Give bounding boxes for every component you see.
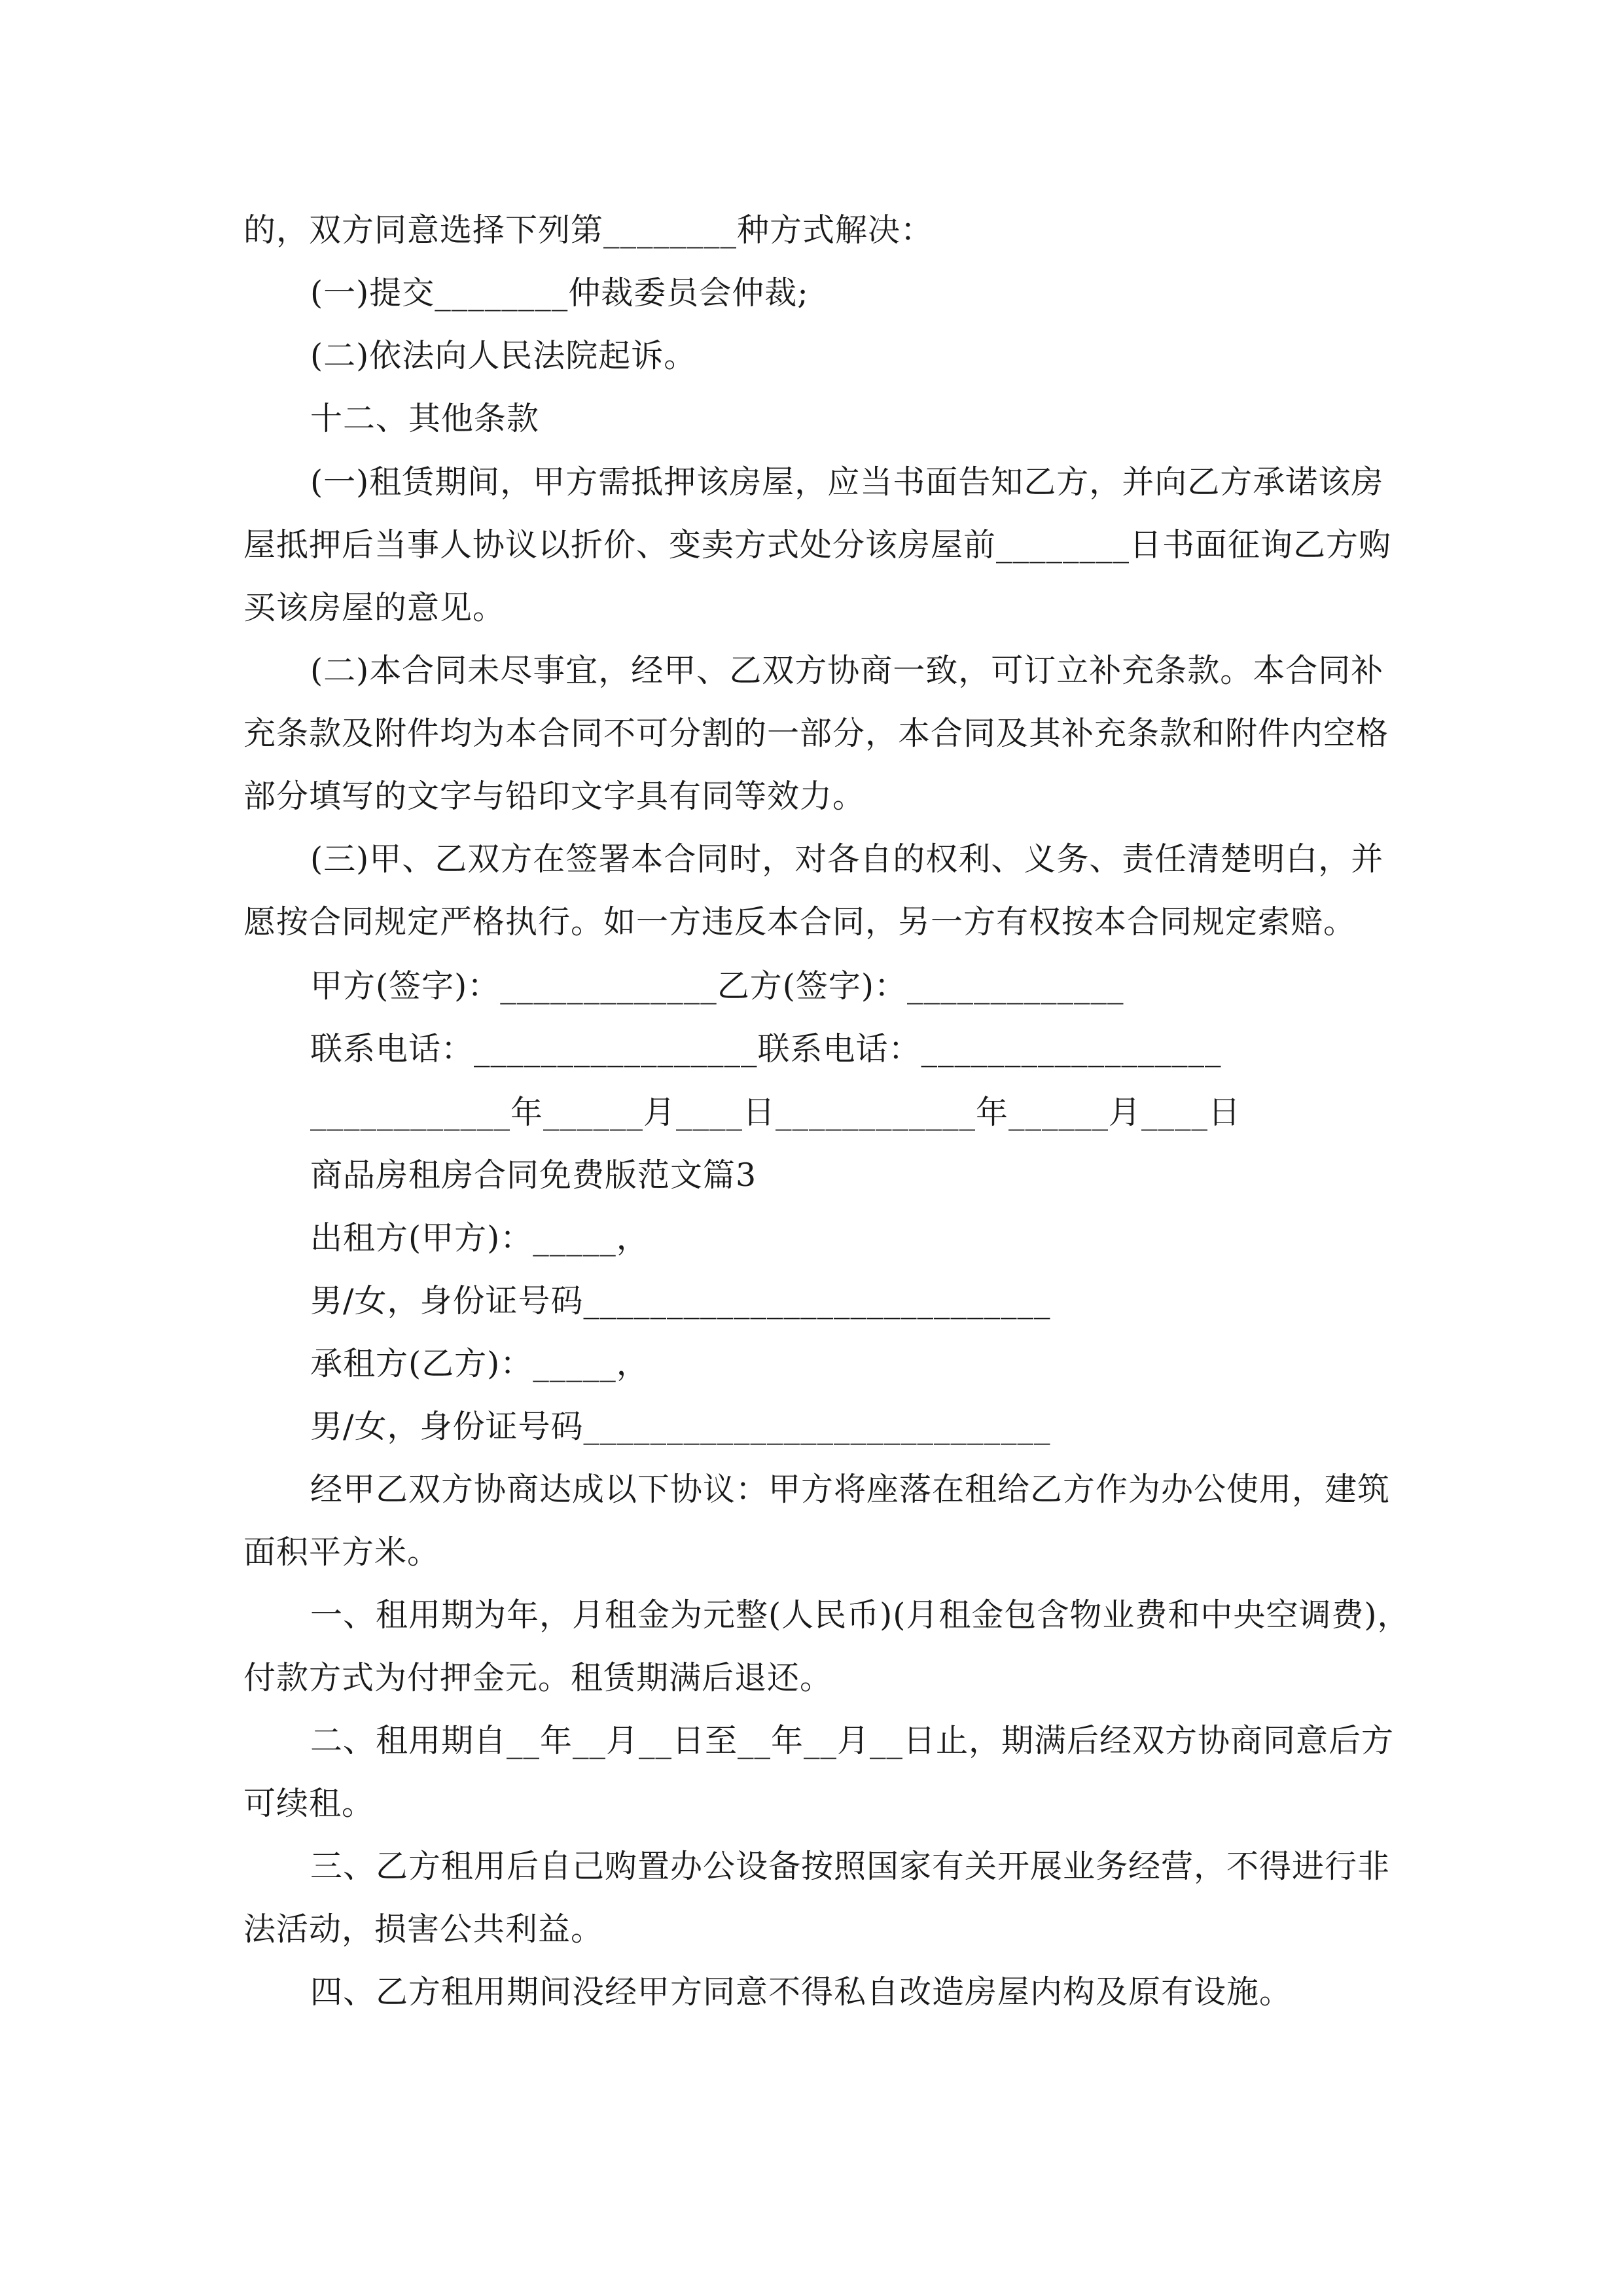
text-line: 一、租用期为年，月租金为元整(人民币)(月租金包含物业费和中央空调费)， (310, 1596, 1410, 1634)
text-line: 可续租。 (243, 1785, 375, 1822)
text-line: 三、乙方租用后自己购置办公设备按照国家有关开展业务经营，不得进行非 (310, 1848, 1391, 1885)
text-line: 男/女，身份证号码____________________________ (310, 1408, 1051, 1445)
section-title: 商品房租房合同免费版范文篇3 (310, 1157, 757, 1194)
text-line: (一)提交________仲裁委员会仲裁; (310, 274, 809, 312)
text-line: 面积平方米。 (243, 1534, 440, 1571)
text-line: (一)租赁期间，甲方需抵押该房屋，应当书面告知乙方，并向乙方承诺该房 (310, 463, 1384, 501)
text-line: (二)本合同未尽事宜，经甲、乙双方协商一致，可订立补充条款。本合同补 (310, 652, 1384, 689)
text-line: (三)甲、乙双方在签署本合同时，对各自的权利、义务、责任清楚明白，并 (310, 840, 1384, 878)
text-line: 二、租用期自__年__月__日至__年__月__日止，期满后经双方协商同意后方 (310, 1722, 1395, 1759)
text-line: 男/女，身份证号码____________________________ (310, 1282, 1051, 1319)
text-line: 部分填写的文字与铅印文字具有同等效力。 (243, 778, 866, 815)
section-heading: 十二、其他条款 (310, 400, 540, 437)
text-line: 充条款及附件均为本合同不可分割的一部分，本合同及其补充条款和附件内空格 (243, 715, 1389, 752)
text-line: 出租方(甲方)：_____， (310, 1219, 649, 1257)
contact-line: 联系电话：_________________联系电话：__________________ (310, 1030, 1222, 1067)
text-line: 买该房屋的意见。 (243, 589, 506, 626)
text-line: 四、乙方租用期间没经甲方同意不得私自改造房屋内构及原有设施。 (310, 1973, 1293, 2011)
text-line: 屋抵押后当事人协议以折价、变卖方式处分该房屋前________日书面征询乙方购 (243, 526, 1392, 564)
signature-line: 甲方(签字)：_____________乙方(签字)：_____________ (310, 967, 1124, 1005)
text-line: 的，双方同意选择下列第________种方式解决： (243, 211, 934, 249)
text-line: 经甲乙双方协商达成以下协议：甲方将座落在租给乙方作为办公使用，建筑 (310, 1471, 1391, 1508)
text-line: 法活动，损害公共利益。 (243, 1910, 604, 1948)
text-line: 愿按合同规定严格执行。如一方违反本合同，另一方有权按本合同规定索赔。 (243, 903, 1357, 941)
text-line: (二)依法向人民法院起诉。 (310, 337, 697, 374)
text-line: 付款方式为付押金元。租赁期满后退还。 (243, 1659, 833, 1696)
text-line: 承租方(乙方)：_____， (310, 1345, 649, 1382)
date-line: ____________年______月____日____________年______月____日 (310, 1094, 1241, 1131)
